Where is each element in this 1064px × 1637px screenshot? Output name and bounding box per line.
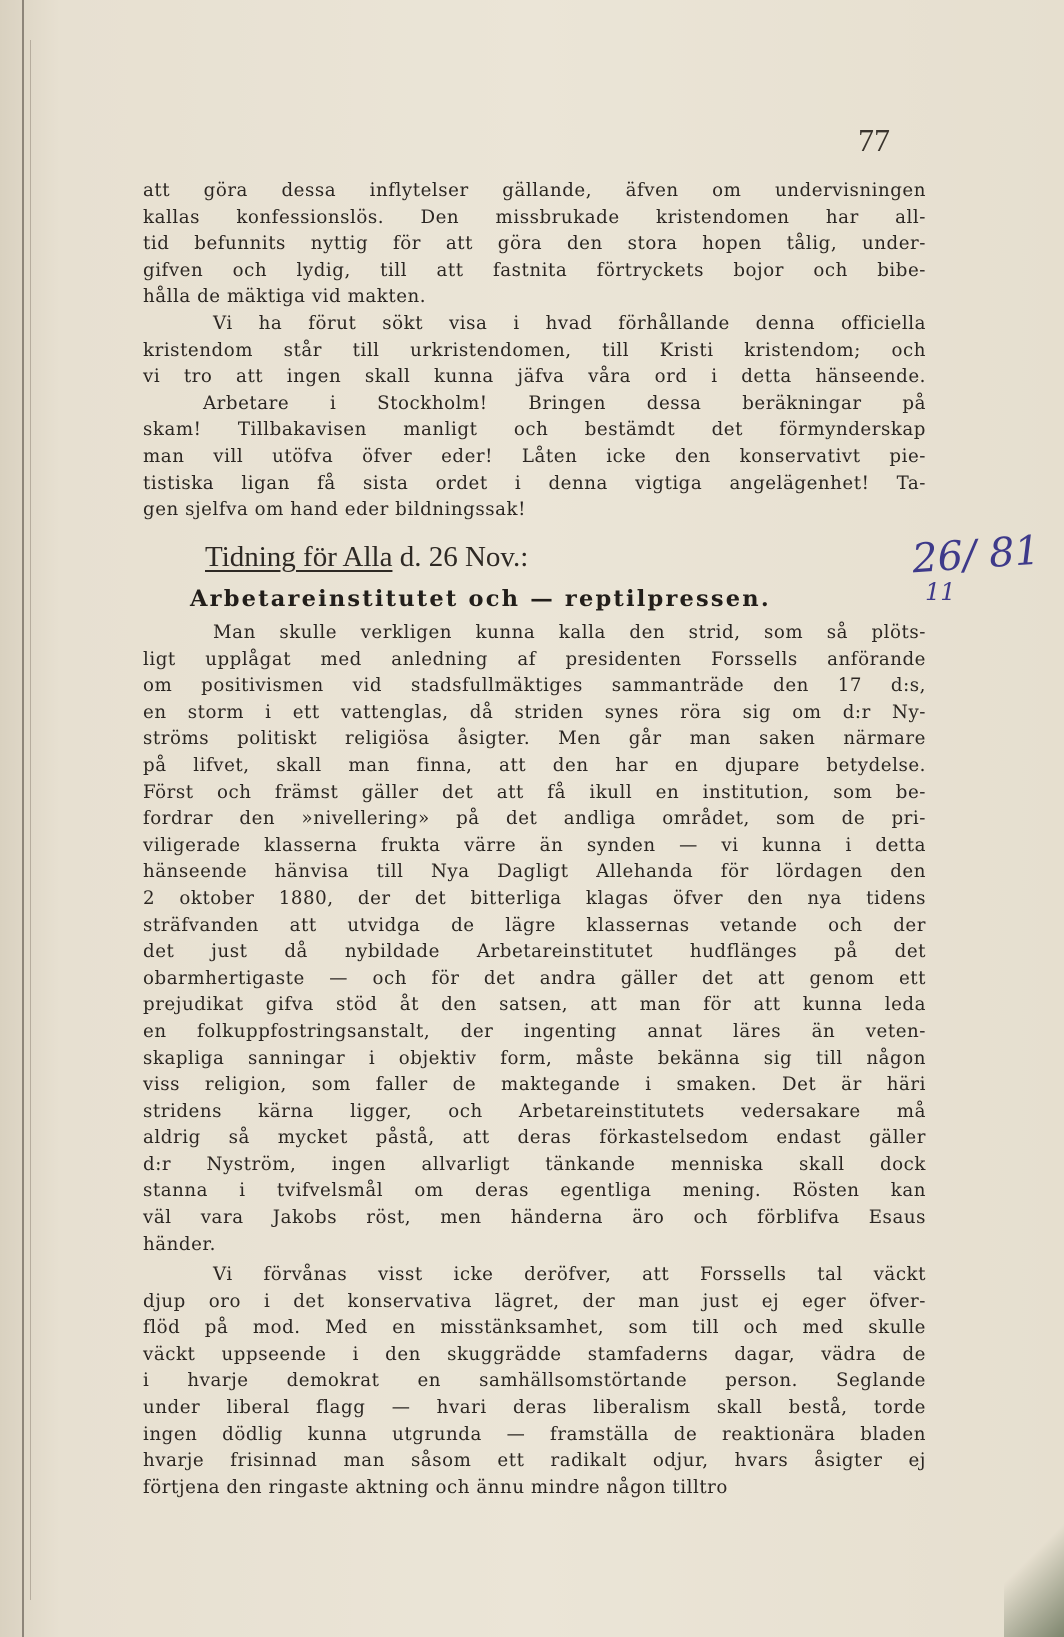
page-corner-shadow (1004, 1507, 1064, 1637)
text-line: flöd på mod. Med en misstänksamhet, som till och med skulle (143, 1317, 926, 1339)
text-line: prejudikat gifva stöd åt den satsen, att man för att kunna leda (143, 994, 926, 1016)
text-line: man vill utöfva öfver eder! Låten icke den konservativt pie- (143, 445, 926, 467)
binding-edge-inner (30, 40, 31, 1600)
text-line: tid befunnits nyttig för att göra den stora hopen tålig, under- (143, 233, 926, 255)
text-line: tistiska ligan få sista ordet i denna vigtiga angelägenhet! Ta- (143, 472, 926, 494)
text-line: Man skulle verkligen kunna kalla den strid, som så plöts- (213, 622, 926, 643)
text-line: ströms politiskt religiösa åsigter. Men går man saken närmare (143, 728, 926, 750)
text-line: Arbetare i Stockholm! Bringen dessa beräkningar på (203, 392, 926, 414)
text-line: under liberal flagg — hvari deras liberalism skall bestå, torde (143, 1396, 926, 1418)
text-line: gifven och lydig, till att fastnita förtryckets bojor och bibe- (143, 259, 926, 281)
text-line: en folkuppfostringsanstalt, der ingenting annat läres än veten- (143, 1020, 926, 1042)
paragraph-3 (143, 620, 926, 1258)
text-line: viss religion, som faller de maktegande i smaken. Det är häri (143, 1074, 926, 1096)
text-line: på lifvet, skall man finna, att den har en djupare betydelse. (143, 754, 926, 776)
text-line: gen sjelfva om hand eder bildningssak! (143, 499, 526, 521)
text-line: ingen dödlig kunna utgrunda — framställa de reaktionära bladen (143, 1423, 926, 1445)
text-line: 2 oktober 1880, der det bitterliga klagas öfver den nya tidens (143, 887, 926, 909)
text-line: Vi förvånas visst icke deröfver, att Forssells tal väckt (213, 1264, 926, 1285)
text-line: händer. (143, 1233, 217, 1255)
paragraph-2 (143, 311, 926, 524)
text-line: djup oro i det konservativa lägret, der man just ej eger öfver- (143, 1290, 926, 1312)
text-line: Först och främst gäller det att få ikull en institution, som be- (143, 781, 926, 803)
text-line: hålla de mäktiga vid makten. (143, 286, 427, 308)
text-line: att göra dessa inflytelser gällande, äfven om undervisningen (143, 180, 926, 201)
text-line: hänseende hänvisa till Nya Dagligt Allehanda för lördagen den (143, 861, 926, 883)
paragraph-1 (143, 178, 926, 311)
text-line: kallas konfessionslös. Den missbrukade kristendomen har all- (143, 206, 926, 228)
text-line: kristendom står till urkristendomen, till Kristi kristendom; och (143, 339, 926, 361)
text-line: skam! Tillbakavisen manligt och bestämdt det förmynderskap (143, 419, 926, 441)
handwritten-note-sub: 11 (925, 578, 956, 606)
citation-date: d. 26 Nov.: (399, 541, 529, 573)
text-line: viligerade klasserna frukta värre än synden — vi kunna i detta (143, 834, 926, 856)
text-line: ligt upplågat med anledning af presidenten Forssells anförande (143, 648, 926, 670)
text-line: en storm i ett vattenglas, då striden synes röra sig om d:r Ny- (143, 701, 926, 723)
text-line: aldrig så mycket påstå, att deras förkastelsedom endast gäller (143, 1127, 926, 1149)
text-line: sträfvanden att utvidga de lägre klassernas vetande och der (143, 914, 926, 936)
handwritten-note: 26/ 81 (910, 527, 1042, 583)
newspaper-name: Tidning för Alla (205, 541, 393, 573)
article-headline: Arbetareinstitutet och — reptilpressen. (190, 586, 771, 612)
paragraph-4 (143, 1262, 926, 1501)
text-line: obarmhertigaste — och för det andra gäller det att genom ett (143, 967, 926, 989)
source-citation (205, 541, 528, 574)
binding-edge (22, 0, 24, 1637)
text-line: d:r Nyström, ingen allvarligt tänkande menniska skall dock (143, 1153, 926, 1175)
page-number: 77 (858, 122, 890, 158)
text-line: stanna i tvifvelsmål om deras egentliga mening. Rösten kan (143, 1180, 926, 1202)
text-line: väl vara Jakobs röst, men händerna äro och förblifva Esaus (143, 1207, 926, 1229)
text-line: det just då nybildade Arbetareinstitutet hudflänges på det (143, 941, 926, 963)
text-line: stridens kärna ligger, och Arbetareinstitutets vedersakare må (143, 1100, 926, 1122)
text-line: Vi ha förut sökt visa i hvad förhållande denna officiella (213, 313, 926, 334)
text-line: vi tro att ingen skall kunna jäfva våra ord i detta hänseende. (143, 366, 926, 388)
text-line: väckt uppseende i den skuggrädde stamfaderns dagar, vädra de (143, 1343, 926, 1365)
text-line: förtjena den ringaste aktning och ännu mindre någon tilltro (143, 1476, 728, 1498)
text-line: hvarje frisinnad man såsom ett radikalt odjur, hvars åsigter ej (143, 1450, 926, 1472)
text-line: skapliga sanningar i objektiv form, måste bekänna sig till någon (143, 1047, 926, 1069)
text-line: om positivismen vid stadsfullmäktiges sammanträde den 17 d:s, (143, 675, 926, 697)
text-line: i hvarje demokrat en samhällsomstörtande person. Seglande (143, 1370, 926, 1392)
text-line: fordrar den »nivellering» på det andliga området, som de pri- (143, 808, 926, 830)
